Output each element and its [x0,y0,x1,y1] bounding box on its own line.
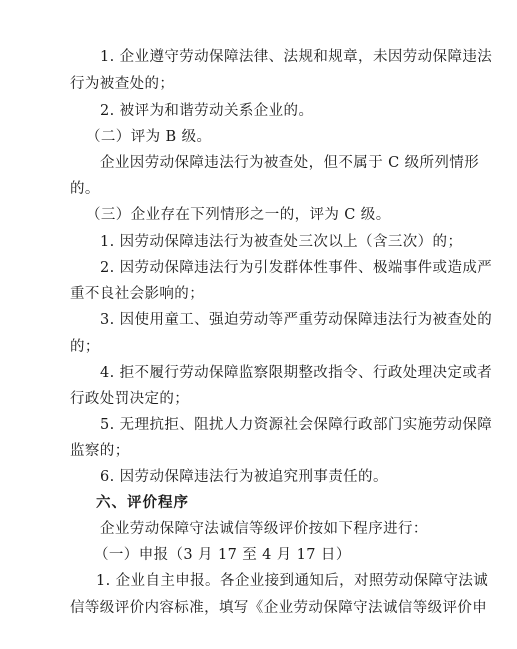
text-line: 1. 企业遵守劳动保障法律、法规和规章，未因劳动保障违法 [100,49,493,65]
text-line: 3. 因使用童工、强迫劳动等严重劳动保障违法行为被查处的 [100,312,493,328]
text-line: 1. 因劳动保障违法行为被查处三次以上（含三次）的； [100,234,463,250]
text-line: 企业劳动保障守法诚信等级评价按如下程序进行： [100,521,428,537]
text-line: 5. 无理抗拒、阻扰人力资源社会保障行政部门实施劳动保障 [100,417,493,433]
text-line: 行政处罚决定的； [70,391,190,407]
text-line: 1. 企业自主申报。各企业接到通知后，对照劳动保障守法诚 [96,573,489,589]
chapter-heading: 六、评价程序 [96,495,189,511]
text-line: 重不良社会影响的； [70,286,205,302]
section-heading: （一）申报（3 月 17 至 4 月 17 日） [94,547,351,563]
text-line: 的。 [70,181,100,197]
text-line: 2. 被评为和谐劳动关系企业的。 [100,103,314,119]
text-line: 的； [70,339,100,355]
text-line: 6. 因劳动保障违法行为被追究刑事责任的。 [100,469,388,485]
section-heading: （三）企业存在下列情形之一的，评为 C 级。 [86,207,391,223]
text-line: 监察的； [70,443,130,459]
text-line: 信等级评价内容标准，填写《企业劳动保障守法诚信等级评价申 [70,600,488,616]
text-line: 行为被查处的； [70,76,175,92]
text-line: 企业因劳动保障违法行为被查处，但不属于 C 级所列情形 [100,155,480,171]
section-heading: （二）评为 B 级。 [86,129,212,145]
text-line: 4. 拒不履行劳动保障监察限期整改指令、行政处理决定或者 [100,365,493,381]
text-line: 2. 因劳动保障违法行为引发群体性事件、极端事件或造成严 [100,260,493,276]
